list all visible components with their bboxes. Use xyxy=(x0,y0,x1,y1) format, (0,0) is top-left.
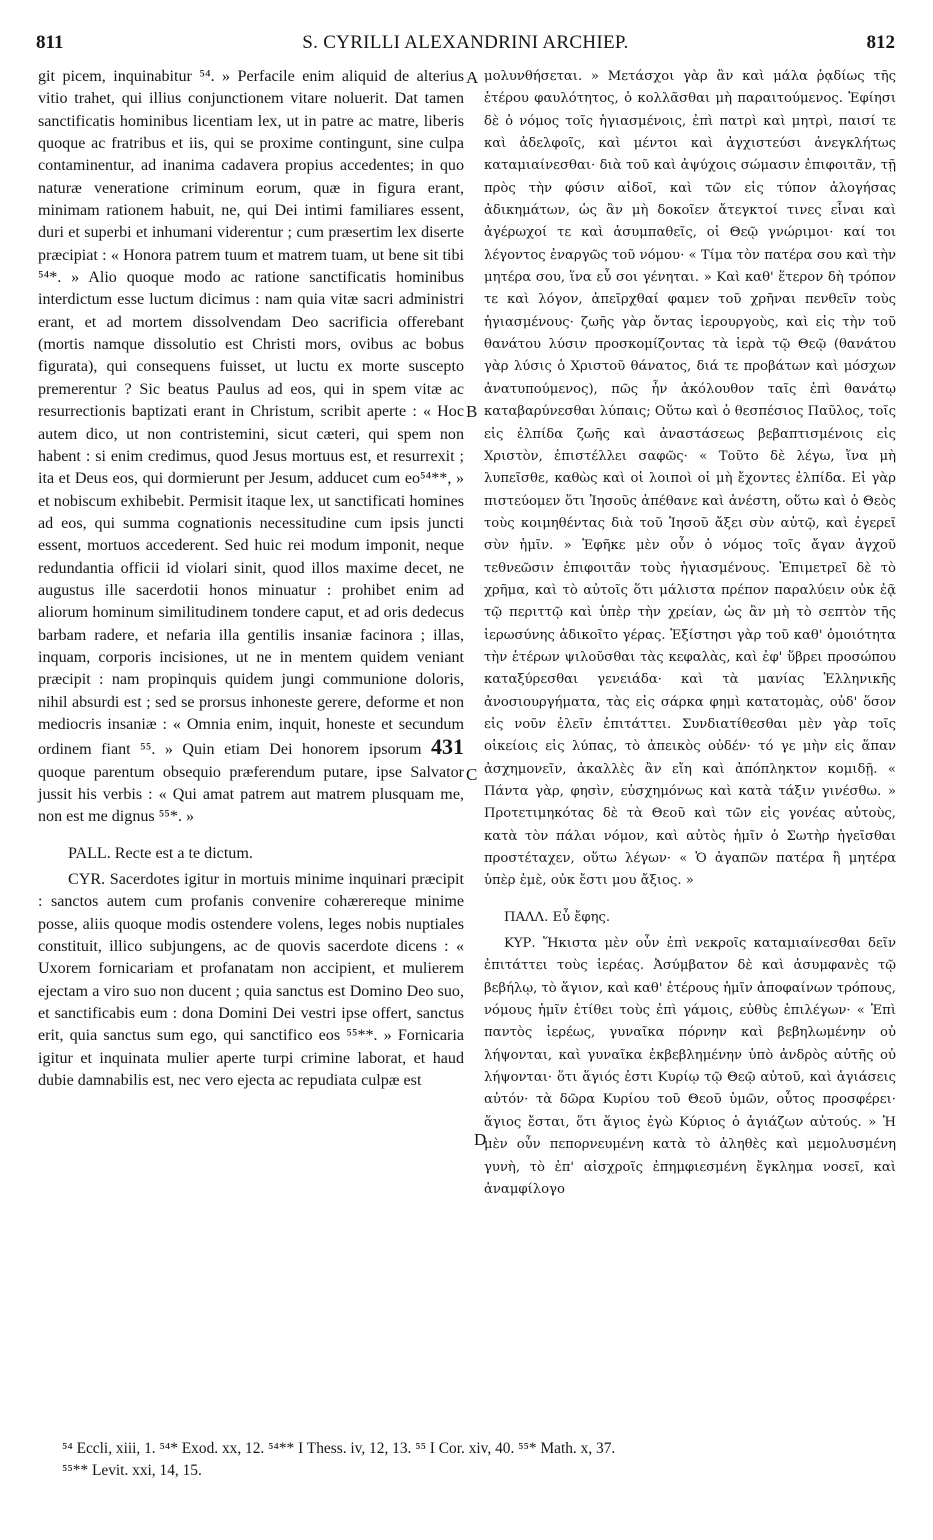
greek-paragraph: μολυνθήσεται. » Μετάσχοι γὰρ ἂν καὶ μάλα ῥᾳδίως τῆς ἑτέρου φαυλότητος, ὁ κολλᾶσθαι μὴ παραιτούμενος. Ἐφίησι δὲ ὁ νόμος τοῖς ἡγιασμένοις, ἐπὶ πατρὶ καὶ μητρὶ, παισί τε καὶ ἀδελφοῖς, καὶ μέντοι καὶ ἀγχιστεύσι ἀνεγκλήτως καταμιαίνεσθαι· διὰ τοῦ καὶ ἀψύχοις σώμασιν ἐπιφοιτᾶν, τῇ πρὸς τὴν φύσιν αἰδοῖ, καὶ τῶν εἰς τύπον ἀλογήσας ἀδικημάτων, ὡς ἂν μὴ δοκοῖεν ἄτεγκτοί τινες εἶναι καὶ ἀγέρωχοί τε καὶ ἀσυμπαθεῖς, οἱ Θεῷ γνώριμοι· καί τοι λέγοντος ἐναργῶς τοῦ νόμου· « Τίμα τὸν πατέρα σου καὶ τὴν μητέρα σου, ἵνα εὖ σοι γένηται. » Καὶ καθ' ἕτερον δὴ τρόπον τε καὶ λόγον, ἀπεῖρχθαί φαμεν τοῦ χρῆναι πενθεῖν τοὺς ἡγιασμένους· ζωῆς γὰρ ὄντας ἱερουργοὺς, καὶ εἰς τὴν τοῦ θανάτου λύσιν προσκομίζοντας τὰ ἱερὰ τῷ Θεῷ (θανάτου γὰρ λύσις ὁ Χριστοῦ θάνατος, διά τε προβάτων καὶ μόσχων ἀνατυπούμενος), πῶς ἦν ἀκόλουθον ταῖς ἐπὶ θανάτῳ καταβαρύνεσθαι λύπαις; Οὕτω καὶ ὁ θεσπέσιος Παῦλος, τοῖς εἰς ἐλπίδα ζωῆς καὶ ἀναστάσεως βεβαπτισμένοις εἰς Χριστὸν, ἐπιστέλλει σαφῶς· « Τοῦτο δὲ λέγω, ἵνα μὴ λυπεῖσθε, καθὼς καὶ οἱ λοιποὶ οἱ μὴ ἔχοντες ἐλπίδα. Εἰ γὰρ πιστεύομεν ὅτι Ἰησοῦς ἀπέθανε καὶ ἀνέστη, οὕτω καὶ ὁ Θεὸς τοὺς κοιμηθέντας διὰ τοῦ Ἰησοῦ ἄξει σὺν αὐτῷ, καὶ ἐγερεῖ σὺν ἡμῖν. » Ἐφῆκε μὲν οὖν ὁ νόμος τοῖς ἄγαν ἀγχοῦ τεθνεῶσιν ἐπιφοιτᾶν τοὺς ἡγιασμένους. Ἐπιμετρεῖ δὲ τὸ χρῆμα, καὶ τὸ αὐτοῖς ὅτι μάλιστα πρέπον παραλύειν οὐκ ἐᾷ τῷ περιττῷ καὶ ὑπὲρ τὴν χρείαν, ὡς ἂν μὴ τὸ σεπτὸν τῆς ἱερωσύνης ἀδικοῖτο γέρας. Ἐξίστησι γὰρ τοῦ καθ' ὁμοιότητα τὴν ἑτέρων ψιλοῦσθαι τὰς κεφαλὰς, καὶ ἐφ' ὕβρει προσώπου καταξύρεσθαι γενειάδα· καὶ τὰ μανίας Ἑλληνικῆς ἀνοσιουργήματα, τὰς εἰς σάρκα φημὶ κατατομὰς, οὐδ' ὅσον εἰς νοῦν ἐλεῖν ἐπιτάττει. Συνδιατίθεσθαι μὲν γὰρ τοῖς οἰκείοις εἰς λύπας, τὸ ἀπεικὸς οὐδέν· τό γε μὴν εἰς ἅπαν ἀσχημονεῖν, ἀκαλλὲς ἂν εἴη καὶ ἀπόπληκτον κομιδῇ. « Πάντα γὰρ, φησὶν, εὐσχημόνως καὶ κατὰ τάξιν γινέσθω. » Προτετιμηκότας δὲ τὰ Θεοῦ καὶ τῶν εἰς γονέας αὐτοὺς, κατὰ τὸν πάλαι νόμον, καὶ αὐτὸς ἡμῖν ὁ Σωτὴρ ἡγεῖσθαι προστέταχεν, οὕτω λέγων· « Ὁ ἀγαπῶν πατέρα ἢ μητέρα ὑπὲρ ἐμὲ, οὐκ ἔστι μου ἄξιος. » xyxy=(484,69,896,889)
margin-marker-d: D xyxy=(474,1130,487,1149)
greek-pall: ΠΑΛΛ. Εὖ ἔφης. xyxy=(504,909,611,925)
latin-text-end: quoque parentum obsequio præferendum putare, ipse Salvator jussit his verbis : « Qui amat patrem aut matrem plusquam me, non est me dignus ⁵⁵*. » xyxy=(38,763,464,826)
column-number: 431 xyxy=(431,734,464,760)
latin-column xyxy=(38,66,464,1092)
footnote-line: ⁵⁵** Levit. xxi, 14, 15. xyxy=(62,1462,202,1479)
margin-marker-a: A xyxy=(466,68,479,87)
greek-cyr: ΚΥΡ. Ἥκιστα μὲν οὖν ἐπὶ νεκροῖς καταμιαίνεσθαι δεῖν ἐπιτάττει τοὺς ἱερέας. Ἀσύμβατον δὲ καὶ ἀσυμφανὲς τῷ βεβήλῳ, τὸ ἅγιον, καὶ καθ' ἑτέρους ἡμῖν ἀποφαίνων τρόπους, νόμους ἡμῖν ἐτίθει τοὺς ἐπὶ γάμοις, εὐθὺς ἐπιλέγων· « Ἐπὶ παντὸς ἱερέως, γυναῖκα πόρνην καὶ βεβηλωμένην οὐ λήψονται, καὶ γυναῖκα ἐκβεβλημένην ὑπὸ ἀνδρὸς αὐτῆς οὐ λήψονται· ὅτι ἅγιός ἐστι Κυρίῳ τῷ Θεῷ αὐτοῦ, καὶ ἁγιάσεις αὐτόν· τὰ δῶρα Κυρίου τοῦ Θεοῦ ὑμῶν, οὗτος προσφέρει· ἅγιος ἔσται, ὅτι ἅγιος ἐγὼ Κύριος ὁ ἁγιάζων αὐτούς. » Ἡ μὲν οὖν πεπορνευμένη κατὰ τὸ ἀληθὲς καὶ μεμολυσμένη γυνὴ, τὸ ἐπ' αἰσχροῖς ἐπημφιεσμένη ἔγκλημα νοσεῖ, καὶ ἀναμφίλογο xyxy=(484,936,896,1197)
page-number-right: 812 xyxy=(866,32,895,53)
page-number-left: 811 xyxy=(36,32,64,53)
margin-marker-b: B xyxy=(466,402,478,421)
latin-pall: PALL. Recte est a te dictum. xyxy=(68,844,253,862)
latin-paragraph xyxy=(38,66,464,829)
latin-text: git picem, inquinabitur ⁵⁴. » Perfacile enim aliquid de alterius vitio trahet, qui illius conjunctionem vitare noluerit. Dat tamen sanctificatis hominibus licentiam lex, ut in patre ac matre, liberis quoque ac fratribus et iis, qui se proxime contingunt, sine culpa contaminentur, ad inanima cadavera propius accedentes; in quo naturæ veneratione criminum eorum, quæ in figura erant, minimam rationem habuit, ne, qui Dei intimi familiares essent, duri et superbi et inhumani viderentur ; cum præsertim lex diserte præcipiat : « Honora patrem tuum et matrem tuam, ut bene sit tibi ⁵⁴*. » Alio quoque modo ac ratione sanctificatis hominibus interdictum esse luctum dicimus : nam quia vitæ sacri administri erant, et ad mortem dissolvendam Deo sacrificia offerebant (mortis namque dissolutio est Christi mors, ovibus ac bobus figurata), qui consequens fuisset, ut luctu ex morte suscepto premerentur ? Sic beatus Paulus ad eos, qui in spem vitæ ac resurrectionis baptizati erant in Christum, scribit aperte : « Hoc autem dico, ut non contristemini, sicut cæteri, qui spem non habent : si enim credimus, quod Jesus mortuus est, et resurrexit ; ita et Deus eos, qui dormierunt per Jesum, adducet cum eo⁵⁴**, » et nobiscum exhibebit. Permisit itaque lex, ut sanctificati homines ad eos, qui summa cognationis necessitudine cum ipsis juncti essent, mortuos accederent. Sed huic rei modum imponit, neque redundantia officii id violari sinit, quod illos maxime decet, ne augustus ille sacerdotii honos minuatur : prohibet enim ad aliorum hominum similitudinem tondere caput, et ad oris dedecus barbam radere, et nefaria illa gentilis insaniæ facinora ; illas, inquam, corporis incisiones, ut ne in mentem quidem veniant præcipit : nam propinquis quidem jungi communione doloris, nihil absurdi est ; sed se prorsus inhoneste gerere, deforme et non mediocris insaniæ : « Omnia enim, inquit, honeste et secundum ordinem fiant ⁵⁵. » Quin etiam Dei honorem ipsorum xyxy=(38,68,464,759)
margin-marker-c: C xyxy=(466,765,478,784)
footnote-line: ⁵⁴ Eccli, xiii, 1. ⁵⁴* Exod. xx, 12. ⁵⁴** I Thess. iv, 12, 13. ⁵⁵ I Cor. xiv, 40. ⁵⁵* Math. x, 37. xyxy=(62,1440,616,1457)
footnotes xyxy=(62,1438,914,1482)
latin-cyr: CYR. Sacerdotes igitur in mortuis minime inquinari præcipit : sanctos autem cum profanis convenire cohærereque minime posse, aliis quoque modis ostendere volens, leges nobis nuptiales constituit, illico subjungens, ac de quovis sacerdote dicens : « Uxorem fornicariam et profanatam non accipient, et mulierem ejectam a viro suo non ducent ; quia sanctus est Domino Deo suo, et sanctificabis eum : dona Domini Dei vestri ipse offert, sanctus erit, quia sanctus sum ego, qui sanctifico eos ⁵⁵**. » Fornicaria igitur et inquinata mulier aperte turpi crimine laborat, et haud dubie damnabilis est, nec vero ejecta ac repudiata culpæ est xyxy=(38,871,464,1090)
greek-column xyxy=(484,66,896,1201)
running-title: S. CYRILLI ALEXANDRINI ARCHIEP. xyxy=(302,32,629,53)
page-header xyxy=(36,24,895,56)
